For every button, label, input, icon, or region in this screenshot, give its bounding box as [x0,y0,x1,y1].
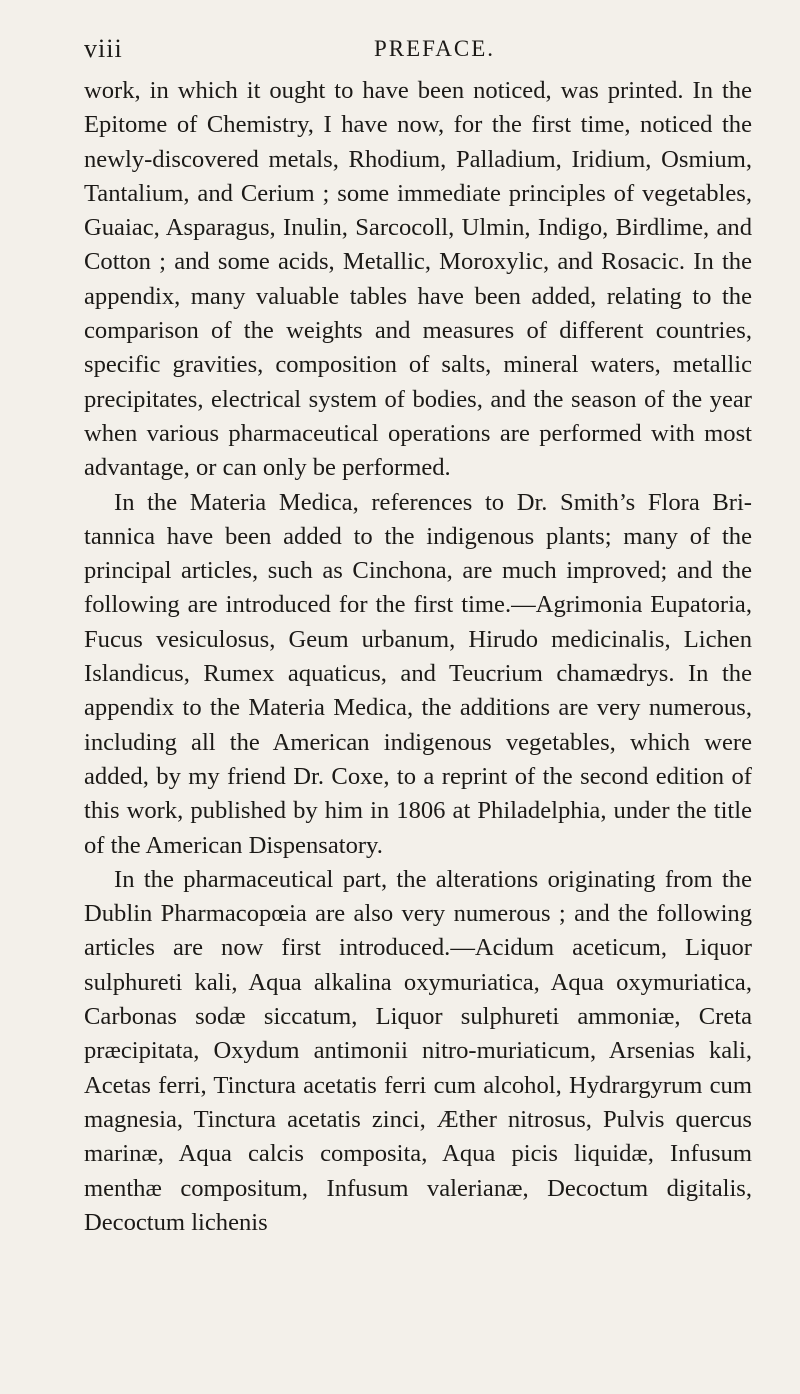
page-number: viii [84,34,123,63]
paragraph-materia-medica: In the Materia Medica, references to Dr. Smith’s Flora Britannica have been added to the indigenous plants; many of the principal articles, such as Cinchona, are much improved; and the following are introduced for the first time.—Agrimonia Eupatoria, Fucus vesiculosus, Geum urbanum, Hirudo medicinalis, Lichen Islandicus, Rumex aquaticus, and Teucrium chamædrys. In the appendix to the Materia Medica, the additions are very numerous, including all the American indigenous vegetables, which were added, by my friend Dr. Coxe, to a reprint of the second edition of this work, published by him in 1806 at Philadelphia, under the title of the American Dispensatory. [84,488,752,859]
paragraph-pharmaceutical: In the pharmaceutical part, the alterations originating from the Dublin Pharmacopœia are also very numerous ; and the following articles are now first introduced.—Acidum aceticum, Liquor sulphureti kali, Aqua alkalina oxymuriatica, Aqua oxymuriatica, Carbonas sodæ siccatum, Liquor sulphureti ammoniæ, Creta præcipitata, Oxydum antimonii nitro-muriaticum, Arsenias kali, Acetas ferri, Tinctura acetatis ferri cum alcohol, Hydrargyrum cum magnesia, Tinctura acetatis zinci, Æther nitrosus, Pulvis quercus marinæ, Aqua calcis composita, Aqua picis liquidæ, Infusum menthæ compositum, Infusum valerianæ, Decoctum digitalis, Decoctum lichenis [84,865,752,1236]
running-title: PREFACE. [374,36,496,61]
paragraph-continuation: work, in which it ought to have been noticed, was printed. In the Epitome of Chemistry, I have now, for the first time, noticed the newly-discovered metals, Rhodium, Palladium, Iridium, Osmium, Tantalium, and Cerium ; some immediate principles of vegetables, Guaiac, Asparagus, Inulin, Sarcocoll, Ulmin, Indigo, Birdlime, and Cotton ; and some acids, Metallic, Moroxylic, and Rosacic. In the appendix, many valuable tables have been added, relating to the comparison of the weights and measures of different countries, specific gravities, composition of salts, mineral waters, metallic precipitates, electrical system of bodies, and the season of the year when various pharmaceutical operations are performed with most advantage, or can only be performed. [84,77,752,482]
body-text [84,74,752,1240]
running-head [84,34,740,64]
